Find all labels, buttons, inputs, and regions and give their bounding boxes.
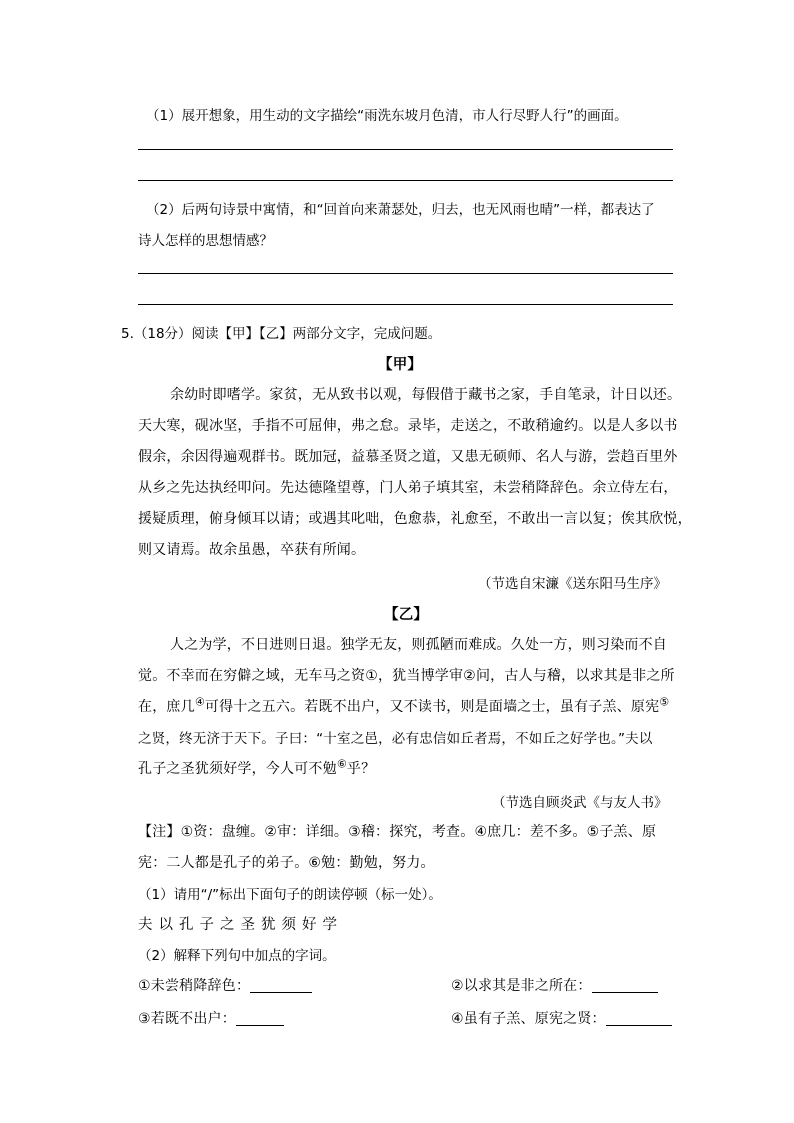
yi-text: 在，庶几: [138, 699, 195, 715]
note-line: 宪：二人都是孔子的弟子。⑥勉：勤勉，努力。: [138, 855, 435, 871]
jia-line: 余幼时即嗜学。家贫，无从致书以观，每假借于藏书之家，手自笔录，计日以还。: [170, 387, 682, 403]
item-label: ④虽有子羔、原宪之贤：: [451, 1011, 606, 1027]
yi-line: [138, 665, 675, 685]
item-label: ②以求其是非之所在：: [451, 978, 592, 994]
jia-title: 【甲】: [378, 357, 423, 373]
note-mark: ⑥: [336, 757, 347, 771]
answer-line: [138, 273, 673, 274]
answer-line: [138, 304, 673, 305]
jia-line: 则又请焉。故余虽愚，卒获有所闻。: [138, 542, 366, 558]
yi-line: [138, 696, 669, 716]
define-item-4: [451, 1008, 672, 1028]
answer-line: [138, 149, 673, 150]
yi-line: 之贤，终无济于天下。子曰：“十室之邑，必有忠信如丘者焉，不如丘之好学也。”夫以: [138, 731, 653, 747]
yi-text: 乎？: [346, 761, 376, 777]
q4-sub2-line2: 诗人怎样的思想情感？: [138, 233, 273, 249]
note-mark: ④: [194, 695, 205, 709]
q5-sub2: （2）解释下列句中加点的字词。: [138, 948, 336, 964]
yi-title: 【乙】: [384, 607, 429, 623]
q4-sub1: （1）展开想象，用生动的文字描绘“雨洗东坡月色清，市人行尽野人行”的画面。: [146, 108, 628, 124]
yi-line: 人之为学，不日进则日退。独学无友，则孤陋而难成。久处一方，则习染而不自: [170, 637, 667, 653]
pause-sentence: 夫以孔子之圣犹须好学: [138, 917, 343, 933]
yi-text: 可得十之五六。若既不出户，又不读书，则是面墙之士，虽有子羔、原宪: [204, 699, 660, 715]
answer-blank[interactable]: [250, 978, 312, 993]
jia-line: 援疑质理，俯身倾耳以请；或遇其叱咄，色愈恭，礼愈至，不敢出一言以复；俟其欣悦，: [138, 511, 692, 527]
yi-text: 问，古人与稽，以求其是非之所: [475, 668, 675, 684]
answer-blank[interactable]: [606, 1011, 672, 1026]
yi-source: （节选自顾炎武《与友人书》: [492, 795, 668, 811]
answer-blank[interactable]: [592, 978, 658, 993]
answer-blank[interactable]: [236, 1011, 284, 1026]
note-mark: ⑤: [659, 695, 670, 709]
q5-sub1: （1）请用“/”标出下面句子的朗读停顿（标一处）。: [138, 887, 442, 903]
item-label: ①未尝稍降辞色：: [138, 978, 251, 994]
item-label: ③若既不出户：: [138, 1011, 236, 1027]
yi-line: [138, 758, 375, 778]
jia-line: 天大寒，砚冰坚，手指不可屈伸，弗之怠。录毕，走送之，不敢稍逾约。以是人多以书: [138, 418, 678, 434]
define-item-1: [138, 975, 312, 995]
note-mark: ①: [365, 668, 378, 684]
answer-line: [138, 180, 673, 181]
define-item-3: [138, 1008, 284, 1028]
jia-source: （节选自宋濂《送东阳马生序》: [478, 576, 667, 592]
yi-text: 孔子之圣犹须好学，今人可不勉: [138, 761, 337, 777]
jia-line: 假余，余因得遍观群书。既加冠，益慕圣贤之道，又患无硕师、名人与游，尝趋百里外: [138, 449, 678, 465]
note-line: 【注】①资：盘缠。②审：详细。③稽：探究，考查。④庶几：差不多。⑤子羔、原: [138, 824, 657, 840]
q4-sub2-line1: （2）后两句诗景中寓情，和“回首向来萧瑟处，归去，也无风雨也晴”一样，都表达了: [146, 202, 655, 218]
yi-text: ，犹当博学审: [377, 668, 464, 684]
define-item-2: [451, 975, 658, 995]
note-mark: ②: [463, 668, 476, 684]
jia-line: 从乡之先达执经叩问。先达德隆望尊，门人弟子填其室，未尝稍降辞色。余立侍左右，: [138, 480, 678, 496]
yi-text: 觉。不幸而在穷僻之域，无车马之资: [138, 668, 366, 684]
q5-header: 5.（18分）阅读【甲】【乙】两部分文字，完成问题。: [121, 326, 442, 342]
